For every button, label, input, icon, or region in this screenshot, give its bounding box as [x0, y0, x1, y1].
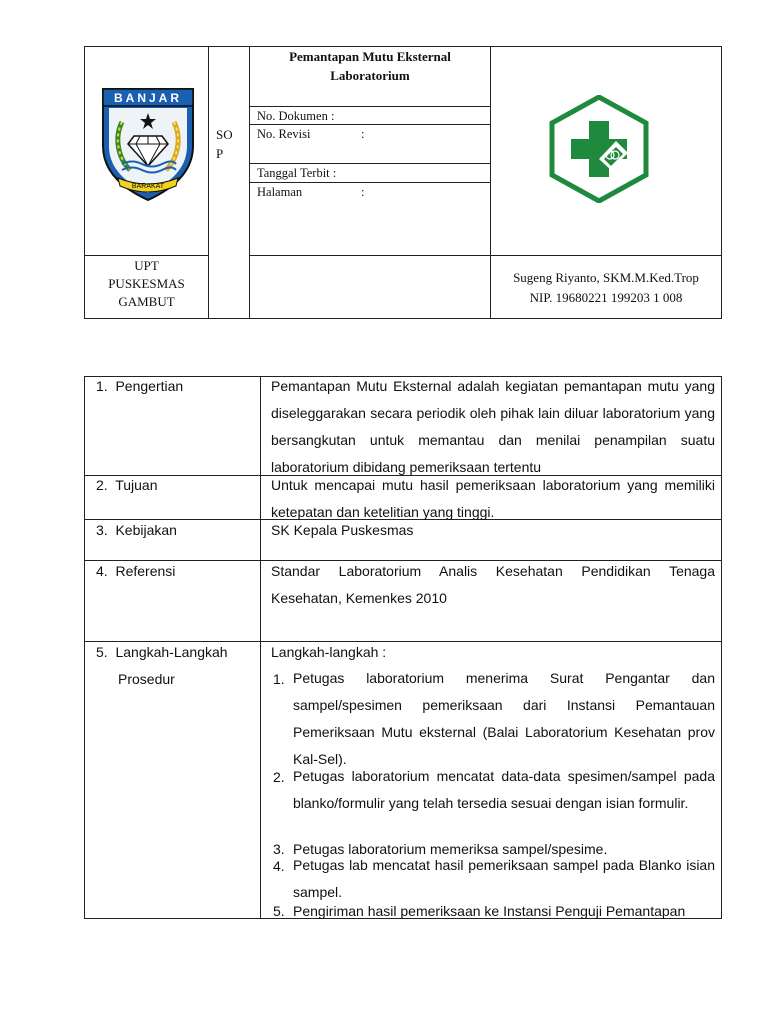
procedure-step: Petugas laboratorium menerima Surat Pengantar dan sampel/spesimen pemeriksaan dari Instansi Pemantauan Pemeriksaan Mutu eksternal (Balai Laboratorium Kesehatan prov Kal-Sel).: [293, 670, 715, 767]
procedure-step: Pengiriman hasil pemeriksaan ke Instansi Penguji Pemantapan: [293, 903, 686, 919]
section-label-referensi: 4. Referensi: [96, 563, 176, 579]
field-halaman-colon: :: [361, 185, 365, 199]
section-content-pengertian: Pemantapan Mutu Eksternal adalah kegiatan pemantapan mutu yang diseleggarakan secara periodik oleh pihak lain diluar laboratorium yang bersangkutan untuk memantau dan menilai penampilan suatu laboratorium dibidang pemeriksaan tertentu: [271, 378, 715, 475]
field-halaman: Halaman: [257, 185, 303, 199]
field-no-revisi-colon: :: [361, 127, 365, 141]
signer-nip: NIP. 19680221 199203 1 008: [529, 290, 683, 305]
sop-label-line2: P: [216, 146, 224, 161]
procedure-step: Petugas laboratorium memeriksa sampel/spesime.: [293, 841, 608, 857]
procedure-intro: Langkah-langkah :: [271, 644, 387, 660]
field-tanggal-terbit: Tanggal Terbit :: [257, 166, 337, 180]
procedure-step: Petugas lab mencatat hasil pemeriksaan sampel pada Blanko isian sampel.: [293, 857, 715, 900]
banjar-regency-logo: [100, 86, 196, 202]
unit-name-line2: PUSKESMAS: [108, 276, 185, 291]
sop-label-line1: SO: [216, 127, 233, 142]
section-label-prosedur-2: Prosedur: [118, 671, 175, 687]
section-label-pengertian: 1. Pengertian: [96, 378, 184, 394]
document-title-line2: Laboratorium: [330, 68, 410, 83]
unit-name-line1: UPT: [134, 258, 159, 273]
section-content-kebijakan: SK Kepala Puskesmas: [271, 522, 414, 538]
signer-name: Sugeng Riyanto, SKM.M.Ked.Trop: [513, 270, 699, 285]
step-number: 5.: [273, 903, 285, 919]
step-number: 2.: [273, 769, 285, 785]
step-number: 1.: [273, 671, 285, 687]
logo-ribbon-text: BARAKAT: [131, 183, 165, 190]
step-number: 4.: [273, 858, 285, 874]
section-content-tujuan: Untuk mencapai mutu hasil pemeriksaan laboratorium yang memiliki ketepatan dan ketelitian yang tinggi.: [271, 477, 715, 520]
document-title-line1: Pemantapan Mutu Eksternal: [289, 49, 451, 64]
section-label-tujuan: 2. Tujuan: [96, 477, 158, 493]
section-label-kebijakan: 3. Kebijakan: [96, 522, 177, 538]
procedure-step: Petugas laboratorium mencatat data-data spesimen/sampel pada blanko/formulir yang telah tersedia sesuai dengan isian formulir.: [293, 768, 715, 811]
field-no-revisi: No. Revisi: [257, 127, 311, 141]
unit-name-line3: GAMBUT: [118, 294, 175, 309]
puskesmas-logo: [548, 95, 650, 203]
logo-title-text: BANJAR: [113, 91, 183, 105]
step-number: 3.: [273, 841, 285, 857]
section-label-prosedur: 5. Langkah-Langkah: [96, 644, 228, 660]
field-no-dokumen: No. Dokumen :: [257, 109, 335, 123]
section-content-referensi: Standar Laboratorium Analis Kesehatan Pendidikan Tenaga Kesehatan, Kemenkes 2010: [271, 563, 715, 606]
